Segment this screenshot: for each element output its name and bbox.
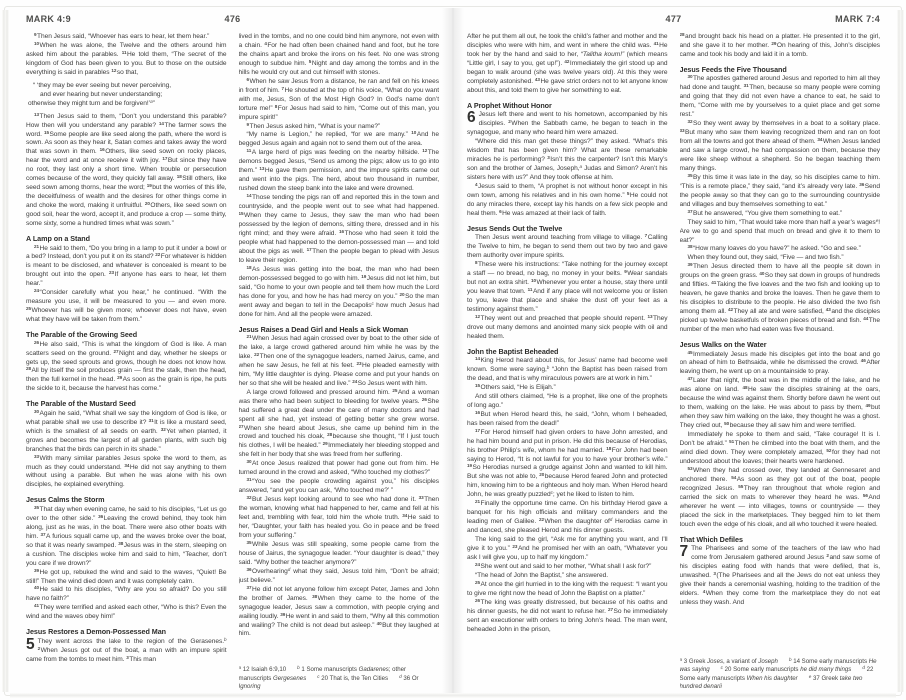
verse-number: 9 <box>34 33 37 37</box>
chapter-number: 7 <box>679 543 689 561</box>
verse-number: 5 <box>626 190 630 196</box>
chapter-opening-paragraph: 5 They went across the lake to the region of the Gerasenes.$^b$ $^2$When Jesus got out of the boat, a man with an impure spirit came from the tombs to meet him. $^3$This man <box>26 635 227 663</box>
verse-number: 27 <box>238 423 244 429</box>
section-heading: The Parable of the Mustard Seed <box>26 399 136 409</box>
verse-number: 25 <box>392 387 398 393</box>
verse-number: 48 <box>742 385 748 391</box>
verse-number: 2 <box>826 553 829 559</box>
chapter-opening-paragraph: 7 The Pharisees and some of the teachers of the law who had come from Jerusalem gathered around Jesus $^2$and saw some of his disciples eating food with hands that were defiled, that is, unwashed. $^3$(The Pharisees and all the Jews do not eat unless they give their hands a ceremonial washing, holding to the tradition of the elders. $^4$When they come from the marketplace they do not eat unless they wash. And <box>679 543 880 606</box>
section-heading: Jesus Raises a Dead Girl and Heals a Sick Woman <box>238 324 409 334</box>
verse-number: 38 <box>687 244 693 250</box>
verse-number: 34 <box>817 137 823 143</box>
running-head-reference-right: MARK 7:4 <box>835 14 880 24</box>
verse-number: 8 <box>274 103 278 109</box>
verse-paragraph: $^{30}$Again he said, “What shall we say the kingdom of God is like, or what parable shall we use to describe it? $^{31}$It is like a mustard seed, which is the smallest of all seeds on earth. $^{32}$Yet when planted, it grows and becomes the largest of all garden plants, with such big branches that the birds can perch in its shade.” <box>26 408 227 453</box>
column <box>467 33 668 692</box>
verse-number: 24 <box>34 288 40 294</box>
verse-paragraph: $^{11}$A large herd of pigs was feeding on the nearby hillside. $^{12}$The demons begged Jesus, “Send us among the pigs; allow us to go into them.” $^{13}$He gave them permission, and the impure spirits came out and went into the pigs. The herd, about two thousand in number, rushed down the steep bank into the lake and were drowned. <box>238 148 439 193</box>
verse-number: 3 <box>126 654 129 660</box>
verse-number: 16 <box>99 147 105 153</box>
verse-number: 17 <box>475 427 481 433</box>
verse-number: 19 <box>146 183 152 189</box>
verse-paragraph: $^4$Jesus said to them, “A prophet is not without honor except in his own town, among his relatives and in his own home.” $^5$He could not do any miracles there, except lay his hands on a few sick people and heal them. $^6$He was amazed at their lack of faith. <box>467 181 668 217</box>
column <box>26 33 227 692</box>
verse-number: 15 <box>475 382 481 388</box>
verse-number: 30 <box>246 459 252 465</box>
footnote-marker: c <box>371 300 374 306</box>
verse-paragraph: $^{21}$Finally the opportune time came. On his birthday Herod gave a banquet for his high officials and military commanders and the leading men of Galilee. $^{22}$When the daughter of$^d$ Herodias came in and danced, she pleased Herod and his dinner guests. <box>467 499 668 535</box>
verse-number: 31 <box>743 83 749 89</box>
verse-number: 24 <box>352 378 358 384</box>
verse-paragraph: $^{17}$For Herod himself had given orders to have John arrested, and he had him bound and put in prison. He did this because of Herodias, his brother Philip’s wife, whom he had married. $^{18}$For John had been saying to Herod, “It is not lawful for you to have your brother’s wife.” $^{19}$So Herodias nursed a grudge against John and wanted to kill him. But she was not able to, $^{20}$because Herod feared John and protected him, knowing him to be a righteous and holy man. When Herod heard John, he was greatly puzzled$^c$; yet he liked to listen to him. <box>467 427 668 499</box>
verse-paragraph: lived in the tombs, and no one could bind him anymore, not even with a chain. $^4$For he had often been chained hand and foot, but he tore the chains apart and broke the irons on his feet. No one was strong enough to subdue him. $^5$Night and day among the tombs and in the hills he would cry out and cut himself with stones. <box>238 33 439 76</box>
verse-number: 21 <box>246 334 252 339</box>
poetry-line: otherwise they might turn and be forgiven!’$^a$” <box>28 98 155 107</box>
footnote-marker: b <box>788 656 792 662</box>
verse-number: 18 <box>246 264 252 270</box>
verse-number: 24 <box>475 561 481 567</box>
verse-number: 13 <box>647 313 653 319</box>
verse-paragraph: Then Jesus went around teaching from village to village. $^7$Calling the Twelve to him, he began to send them out two by two and gave them authority over impure spirits. <box>467 233 668 260</box>
verse-number: 29 <box>322 441 328 447</box>
footnote-marker: a <box>238 665 242 671</box>
verse-number: 41 <box>653 40 659 46</box>
verse-paragraph: $^6$When he saw Jesus from a distance, he ran and fell on his knees in front of him. $^7$He shouted at the top of his voice, “What do you want with me, Jesus, Son of the Most High God? In God’s name don’t torture me!” $^8$For Jesus had said to him, “Come out of this man, you impure spirit!” <box>238 76 439 121</box>
verse-paragraph: $^{14}$Those tending the pigs ran off and reported this in the town and countryside, and the people went out to see what had happened. $^{15}$When they came to Jesus, they saw the man who had been possessed by the legion of demons, sitting there, dressed and in his right mind; and they were afraid. $^{16}$Those who had seen it told the people what had happened to the demon-possessed man — and told about the pigs as well. $^{17}$Then the people began to plead with Jesus to leave their region. <box>238 193 439 264</box>
footnote-item: $^b$ 1 Some manuscripts Gadarenes; other manuscripts Gergesenes <box>238 665 407 682</box>
verse-number: 3 <box>713 570 716 576</box>
verse-paragraph: $^{28}$and brought back his head on a platter. He presented it to the girl, and she gave it to her mother. $^{29}$On hearing of this, John’s disciples came and took his body and laid it in a tomb. <box>679 33 880 58</box>
verse-number: 39 <box>34 567 40 573</box>
verse-paragraph: $^{24}$She went out and said to her mother, “What shall I ask for?” <box>475 561 652 570</box>
verse-number: 28 <box>327 432 333 438</box>
verse-number: 32 <box>160 426 166 432</box>
verse-number: 12 <box>422 148 428 154</box>
footnote-marker: a <box>679 656 683 662</box>
verse-number: 22 <box>254 351 260 357</box>
verse-number: 52 <box>826 447 832 453</box>
verse-number: 26 <box>421 396 427 402</box>
verse-number: 21 <box>34 243 40 249</box>
verse-number: 29 <box>117 375 123 381</box>
verse-number: 36 <box>859 181 865 187</box>
verse-number: 54 <box>731 474 737 480</box>
verse-number: 22 <box>538 517 544 523</box>
verse-number: 6 <box>499 208 502 214</box>
columns-left-page <box>26 33 439 692</box>
page-right <box>453 10 896 694</box>
verse-number: 38 <box>118 540 124 546</box>
verse-number: 40 <box>759 271 765 277</box>
poetry-quote <box>26 82 227 109</box>
section-heading: Jesus Restores a Demon-Possessed Man <box>26 627 167 637</box>
verse-number: 20 <box>144 201 150 207</box>
verse-number: 50 <box>724 421 730 427</box>
verse-number: 11 <box>527 286 533 292</box>
section-heading: A Lamp on a Stand <box>26 234 90 244</box>
footnote-marker: b <box>223 636 227 642</box>
verse-paragraph: $^{21}$When Jesus had again crossed over by boat to the other side of the lake, a large crowd gathered around him while he was by the lake. $^{22}$Then one of the synagogue leaders, named Jairus, came, and when he saw Jesus, he fell at his feet. $^{23}$He pleaded earnestly with him, “My little daughter is dying. Please come and put your hands on her so that she will be healed and live.” $^{24}$So Jesus went with him. <box>238 334 439 387</box>
section-heading: Jesus Calms the Storm <box>26 495 105 505</box>
footnote-marker: d <box>862 665 865 671</box>
verse-number: 20 <box>539 472 545 478</box>
verse-number: 56 <box>862 492 868 498</box>
verse-paragraph: $^{32}$So they went away by themselves in a boat to a solitary place. $^{33}$But many who saw them leaving recognized them and ran on foot from all the towns and got there ahead of them. $^{34}$When Jesus landed and saw a large crowd, he had compassion on them, because they were like sheep without a shepherd. So he began teaching them many things. <box>679 119 880 172</box>
verse-number: 51 <box>729 439 735 445</box>
verse-number: 26 <box>34 339 40 345</box>
verse-number: 32 <box>246 495 252 501</box>
verse-number: 9 <box>246 121 250 127</box>
footnote-marker: d <box>287 566 291 572</box>
footnote-marker: d <box>609 517 613 523</box>
section-heading: Jesus Feeds the Five Thousand <box>679 64 787 74</box>
verse-number: 15 <box>238 211 244 217</box>
footnote-marker: e <box>875 217 879 223</box>
section-heading: Jesus Walks on the Water <box>679 340 767 349</box>
verse-number: 39 <box>687 262 693 268</box>
verse-number: 55 <box>738 483 744 489</box>
verse-paragraph: $^{25}$At once the girl hurried in to the king with the request: “I want you to give me right now the head of John the Baptist on a platter.” <box>467 579 668 597</box>
verse-paragraph: $^{39}$He got up, rebuked the wind and said to the waves, “Quiet! Be still!” Then the wind died down and it was completely calm. <box>26 567 227 585</box>
verse-number: 40 <box>376 620 382 626</box>
verse-number: 25 <box>26 306 32 312</box>
footnote-item: $^a$ 12 Isaiah 6:9,10 <box>238 665 287 674</box>
verse-number: 53 <box>687 465 693 471</box>
verse-number: 12 <box>475 313 481 319</box>
verse-number: 47 <box>687 376 693 382</box>
verse-paragraph: $^{47}$Later that night, the boat was in the middle of the lake, and he was alone on land. $^{48}$He saw the disciples straining at the oars, because the wind was against them. Shortly before dawn he went out to them, walking on the lake. He was about to pass by them, $^{49}$but when they saw him walking on the lake, they thought he was a ghost. They cried out, $^{50}$because they all saw him and were terrified. <box>679 376 880 430</box>
section-heading: The Parable of the Growing Seed <box>26 330 138 340</box>
verse-number: 31 <box>148 417 154 423</box>
footnotes-block <box>239 659 440 692</box>
verse-paragraph: $^{24}$“Consider carefully what you hear,” he continued. “With the measure you use, it will be measured to you — and even more. $^{25}$Whoever has will be given more; whoever does not have, even what they have will be taken from them.” <box>26 288 227 324</box>
footnote-marker: c <box>550 490 553 496</box>
section-heading: A Prophet Without Honor <box>467 100 552 110</box>
verse-paragraph: Immediately he spoke to them and said, “Take courage! It is I. Don’t be afraid.” $^{51}$Then he climbed into the boat with them, and the wind died down. They were completely amazed, $^{52}$for they had not understood about the loaves; their hearts were hardened. <box>679 431 880 465</box>
verse-number: 46 <box>860 358 866 364</box>
verse-number: 7 <box>281 85 285 91</box>
section-heading: John the Baptist Beheaded <box>467 346 559 356</box>
verse-number: 37 <box>246 584 252 590</box>
verse-number: 37 <box>40 531 46 537</box>
verse-number: 11 <box>121 49 127 55</box>
verse-paragraph: $^{26}$He also said, “This is what the kingdom of God is like. A man scatters seed on the ground. $^{27}$Night and day, whether he sleeps or gets up, the seed sprouts and grows, though he does not know how. $^{28}$All by itself the soil produces grain — first the stalk, then the head, then the full kernel in the head. $^{29}$As soon as the grain is ripe, he puts the sickle to it, because the harvest has come.” <box>26 339 227 393</box>
verse-number: 14 <box>246 193 252 199</box>
verse-number: 14 <box>158 120 164 126</box>
verse-paragraph: $^{35}$While Jesus was still speaking, some people came from the house of Jairus, the synagogue leader. “Your daughter is dead,” they said. “Why bother the teacher anymore?” <box>238 539 439 566</box>
page-header-left <box>26 14 439 27</box>
verse-paragraph: $^{21}$He said to them, “Do you bring in a lamp to put it under a bowl or a bed? Instead, don’t you put it on its stand? $^{22}$For whatever is hidden is meant to be disclosed, and whatever is concealed is meant to be brought out into the open. $^{23}$If anyone has ears to hear, let them hear.” <box>26 243 227 288</box>
verse-number: 13 <box>34 111 40 117</box>
verse-number: 42 <box>728 307 734 313</box>
footnote-item: $^b$ 14 Some early manuscripts He was saying <box>679 656 877 674</box>
footnote-marker: e <box>808 673 812 679</box>
verse-number: 34 <box>124 462 130 468</box>
verse-number: 19 <box>467 463 473 469</box>
verse-paragraph: $^{26}$The king was greatly distressed, but because of his oaths and his dinner guests, he did not want to refuse her. $^{27}$So he immediately sent an executioner with orders to bring John’s head. The man went, beheaded John in the prison, <box>467 597 668 633</box>
verse-number: 23 <box>512 544 518 550</box>
section-heading: Jesus Sends Out the Twelve <box>467 223 563 233</box>
verse-paragraph: “Where did this man get these things?” they asked. “What’s this wisdom that has been given him? What are these remarkable miracles he is performing? $^3$Isn’t this the carpenter? Isn’t this Mary’s son and the brother of James, Joseph,$^a$ Judas and Simon? Aren’t his sisters here with us?” And they took offense at him. <box>467 138 668 181</box>
column <box>239 33 440 692</box>
page-number-left: 476 <box>224 14 241 24</box>
verse-number: 4 <box>475 181 478 187</box>
verse-number: 44 <box>863 316 869 322</box>
verse-paragraph: $^{37}$He did not let anyone follow him except Peter, James and John the brother of James. $^{38}$When they came to the home of the synagogue leader, Jesus saw a commotion, with people crying and wailing loudly. $^{39}$He went in and said to them, “Why all this commotion and wailing? The child is not dead but asleep.” $^{40}$But they laughed at him. <box>238 584 439 638</box>
footnote-item: $^c$ 20 Some early manuscripts he did many things <box>720 665 852 674</box>
verse-number: 15 <box>43 129 49 135</box>
verse-paragraph: $^{37}$But he answered, “You give them something to eat.” <box>687 208 843 217</box>
verse-number: 18 <box>176 174 182 180</box>
verse-number: 16 <box>475 409 481 415</box>
verse-paragraph: $^{18}$As Jesus was getting into the boat, the man who had been demon-possessed begged to go with him. $^{19}$Jesus did not let him, but said, “Go home to your own people and tell them how much the Lord has done for you, and how he has had mercy on you.” $^{20}$So the man went away and began to tell in the Decapolis$^c$ how much Jesus had done for him. And all the people were amazed. <box>238 264 439 318</box>
verse-paragraph: $^{31}$“You see the people crowding against you,” his disciples answered, “and yet you can ask, ‘Who touched me?’ ” <box>238 477 439 495</box>
verse-number: 42 <box>564 58 570 64</box>
footnote-marker: b <box>297 665 300 671</box>
page-number-right: 477 <box>665 14 682 24</box>
verse-paragraph: The king said to the girl, “Ask me for anything you want, and I’ll give it to you.” $^{23}$And he promised her with an oath, “Whatever you ask I will give you, up to half my kingdom.” <box>467 536 668 562</box>
columns-right-page <box>467 33 880 692</box>
footnote-item: $^c$ 20 That is, the Ten Cities <box>317 673 389 682</box>
footnotes-block <box>680 651 881 692</box>
verse-number: 18 <box>606 445 612 451</box>
verse-number: 9 <box>624 268 627 274</box>
verse-number: 4 <box>702 588 706 594</box>
verse-number: 35 <box>246 539 252 545</box>
verse-number: 22 <box>155 252 161 258</box>
running-head-reference-left: MARK 4:9 <box>26 14 71 24</box>
verse-number: 10 <box>34 40 40 46</box>
footnote-marker: c <box>317 673 320 679</box>
verse-number: 4 <box>264 40 267 46</box>
verse-number: 2 <box>37 645 41 651</box>
verse-number: 23 <box>109 270 115 276</box>
verse-number: 33 <box>34 453 40 459</box>
verse-number: 32 <box>687 119 693 125</box>
page-header-right <box>467 14 880 27</box>
verse-paragraph: $^{45}$Immediately Jesus made his disciples get into the boat and go on ahead of him to Bethsaida, while he dismissed the crowd. $^{46}$After leaving them, he went up on a mountainside to pray. <box>679 349 880 376</box>
verse-paragraph: “My name is Legion,” he replied, “for we are many.” $^{10}$And he begged Jesus again and again not to send them out of the area. <box>238 130 439 148</box>
footnote-marker: c <box>720 665 723 671</box>
verse-paragraph: $^{35}$By this time it was late in the day, so his disciples came to him. “This is a remote place,” they said, “and it’s already very late. $^{36}$Send the people away so that they can go to the surrounding countryside and villages and buy themselves something to eat.” <box>679 172 880 208</box>
verse-paragraph: $^{53}$When they had crossed over, they landed at Gennesaret and anchored there. $^{54}$As soon as they got out of the boat, people recognized Jesus. $^{55}$They ran throughout that whole region and carried the sick on mats to wherever they heard he was. $^{56}$And wherever he went — into villages, towns or countryside — they placed the sick in the marketplaces. They begged him to let them touch even the edge of his cloak, and all who touched it were healed. <box>679 465 880 528</box>
footnote-item: $^e$ 37 Greek take two hundred denarii <box>679 673 863 691</box>
verse-paragraph: $^{30}$The apostles gathered around Jesus and reported to him all they had done and taught. $^{31}$Then, because so many people were coming and going that they did not even have a chance to eat, he said to them, “Come with me by yourselves to a quiet place and get some rest.” <box>679 74 880 119</box>
verse-number: 45 <box>687 349 693 355</box>
verse-paragraph: $^{30}$At once Jesus realized that power had gone out from him. He turned around in the crowd and asked, “Who touched my clothes?” <box>238 459 439 477</box>
verse-paragraph: $^8$These were his instructions: “Take nothing for the journey except a staff — no bread, no bag, no money in your belts. $^9$Wear sandals but not an extra shirt. $^{10}$Whenever you enter a house, stay there until you leave that town. $^{11}$And if any place will not welcome you or listen to you, leave that place and shake the dust off your feet as a testimony against them.” <box>467 259 668 313</box>
verse-number: 29 <box>771 40 777 46</box>
verse-number: 49 <box>865 403 871 409</box>
verse-number: 12 <box>111 67 117 73</box>
verse-number: 36 <box>98 513 104 519</box>
verse-number: 28 <box>26 366 32 372</box>
section-heading: That Which Defiles <box>679 534 743 544</box>
verse-number: 3 <box>547 154 550 160</box>
verse-number: 35 <box>687 172 693 178</box>
verse-paragraph: $^{10}$When he was alone, the Twelve and the others around him asked him about the parables. $^{11}$He told them, “The secret of the kingdom of God has been given to you. But to those on the outside everything is said in parables $^{12}$so that, <box>26 40 227 76</box>
verse-number: 33 <box>679 128 685 134</box>
verse-paragraph: When they found out, they said, “Five — and two fish.” <box>687 254 844 262</box>
verse-number: 43 <box>534 76 540 82</box>
verse-paragraph: A large crowd followed and pressed around him. $^{25}$And a woman was there who had been subject to bleeding for twelve years. $^{26}$She had suffered a great deal under the care of many doctors and had spent all she had, yet instead of getting better she grew worse. $^{27}$When she heard about Jesus, she came up behind him in the crowd and touched his cloak, $^{28}$because she thought, “If I just touch his clothes, I will be healed.” $^{29}$Immediately her bleeding stopped and she felt in her body that she was freed from her suffering. <box>238 387 439 459</box>
verse-number: 19 <box>361 273 367 279</box>
footnote-marker: d <box>399 673 402 679</box>
poetry-line: “ ‘they may be ever seeing but never perceiving, <box>33 81 171 89</box>
verse-number: 35 <box>34 504 40 510</box>
verse-paragraph: $^{15}$Others said, “He is Elijah.” <box>475 382 556 391</box>
verse-paragraph: $^{32}$But Jesus kept looking around to see who had done it. $^{33}$Then the woman, knowing what had happened to her, came and fell at his feet and, trembling with fear, told him the whole truth. $^{34}$He said to her, “Daughter, your faith has healed you. Go in peace and be freed from your suffering.” <box>238 495 439 539</box>
poetry-line: and ever hearing but never understanding; <box>40 90 163 98</box>
verse-number: 17 <box>306 246 312 252</box>
verse-paragraph: $^{12}$They went out and preached that people should repent. $^{13}$They drove out many demons and anointed many sick people with oil and healed them. <box>467 313 668 340</box>
verse-number: 41 <box>34 603 40 609</box>
verse-paragraph: $^{41}$They were terrified and asked each other, “Who is this? Even the wind and the waves obey him!” <box>26 603 227 621</box>
footnote-marker: b <box>546 365 550 370</box>
verse-paragraph: $^{36}$Overhearing$^d$ what they said, Jesus told him, “Don’t be afraid; just believe.” <box>238 566 439 584</box>
verse-paragraph: $^{14}$King Herod heard about this, for Jesus’ name had become well known. Some were saying,$^b$ “John the Baptist has been raised from the dead, and that is why miraculous powers are at work in him.” <box>467 356 668 382</box>
verse-paragraph: $^9$Then Jesus asked him, “What is your name?” <box>246 121 381 130</box>
verse-number: 43 <box>825 307 831 313</box>
column <box>680 33 881 692</box>
verse-number: 20 <box>399 291 405 297</box>
verse-number: 28 <box>679 33 685 37</box>
verse-paragraph: $^{35}$That day when evening came, he said to his disciples, “Let us go over to the other side.” $^{36}$Leaving the crowd behind, they took him along, just as he was, in the boat. There were also other boats with him. $^{37}$A furious squall came up, and the waves broke over the boat, so that it was nearly swamped. $^{38}$Jesus was in the stern, sleeping on a cushion. The disciples woke him and said to him, “Teacher, don’t you care if we drown?” <box>26 504 227 567</box>
chapter-opening-paragraph: 6 Jesus left there and went to his hometown, accompanied by his disciples. $^2$When the Sabbath came, he began to teach in the synagogue, and many who heard him were amazed. <box>467 109 668 137</box>
verse-number: 8 <box>475 259 478 265</box>
verse-number: 38 <box>312 593 318 599</box>
verse-paragraph: $^{16}$But when Herod heard this, he said, “John, whom I beheaded, has been raised from the dead!” <box>467 409 668 427</box>
chapter-number: 6 <box>467 109 476 127</box>
verse-number: 21 <box>475 499 481 505</box>
footnote-item: $^a$ 3 Greek Joses, a variant of Joseph <box>679 656 778 665</box>
verse-number: 30 <box>34 408 40 414</box>
verse-paragraph: $^{13}$Then Jesus said to them, “Don’t you understand this parable? How then will you understand any parable? $^{14}$The farmer sows the word. $^{15}$Some people are like seed along the path, where the word is sown. As soon as they hear it, Satan comes and takes away the word that was sown in them. $^{16}$Others, like seed sown on rocky places, hear the word and at once receive it with joy. $^{17}$But since they have no root, they last only a short time. When trouble or persecution comes because of the word, they quickly fall away. $^{18}$Still others, like seed sown among thorns, hear the word; $^{19}$but the worries of this life, the deceitfulness of wealth and the desires for other things come in and choke the word, making it unfruitful. $^{20}$Others, like seed sown on good soil, hear the word, accept it, and produce a crop — some thirty, some sixty, some a hundred times what was sown.” <box>26 111 227 228</box>
verse-number: 10 <box>530 277 536 283</box>
chapter-number: 5 <box>26 635 35 653</box>
verse-number: 17 <box>162 156 168 162</box>
footnote-marker: a <box>150 98 153 104</box>
verse-paragraph: $^{38}$“How many loaves do you have?” he asked. “Go and see.” <box>687 244 861 253</box>
verse-number: 7 <box>644 233 648 239</box>
verse-paragraph: $^{40}$He said to his disciples, “Why are you so afraid? Do you still have no faith?” <box>26 585 227 603</box>
footnote-item: $^d$ 22 Some early manuscripts When his daughter <box>679 665 874 682</box>
verse-paragraph: After he put them all out, he took the child’s father and mother and the disciples who were with him, and went in where the child was. $^{41}$He took her by the hand and said to her, “Talitha koum!” (which means “Little girl, I say to you, get up!”). $^{42}$Immediately the girl stood up and began to walk around (she was twelve years old). At this they were completely astonished. $^{43}$He gave strict orders not to let anyone know about this, and told them to give her something to eat. <box>467 33 668 94</box>
verse-paragraph: $^{39}$Then Jesus directed them to have all the people sit down in groups on the green grass. $^{40}$So they sat down in groups of hundreds and fifties. $^{41}$Taking the five loaves and the two fish and looking up to heaven, he gave thanks and broke the loaves. Then he gave them to his disciples to distribute to the people. He also divided the two fish among them all. $^{42}$They all ate and were satisfied, $^{43}$and the disciples picked up twelve basketfuls of broken pieces of bread and fish. $^{44}$The number of the men who had eaten was five thousand. <box>679 262 880 334</box>
verse-number: 2 <box>508 119 511 125</box>
verse-number: 26 <box>475 597 481 603</box>
verse-number: 34 <box>402 513 408 519</box>
verse-number: 5 <box>308 58 312 64</box>
verse-number: 6 <box>246 76 250 82</box>
verse-number: 13 <box>259 166 265 172</box>
verse-paragraph: “The head of John the Baptist,” she answered. <box>475 571 609 579</box>
verse-paragraph: $^9$Then Jesus said, “Whoever has ears to hear, let them hear.” <box>34 33 210 40</box>
verse-number: 27 <box>113 348 119 354</box>
verse-number: 36 <box>246 566 252 572</box>
verse-paragraph: They said to him, “That would take more than half a year’s wages$^e$! Are we to go and spend that much on bread and give it to them to eat?” <box>679 217 880 244</box>
verse-number: 23 <box>356 360 362 366</box>
verse-paragraph: $^{33}$With many similar parables Jesus spoke the word to them, as much as they could understand. $^{34}$He did not say anything to them without using a parable. But when he was alone with his own disciples, he explained everything. <box>26 453 227 489</box>
verse-number: 30 <box>687 74 693 80</box>
verse-number: 40 <box>34 585 40 591</box>
verse-number: 37 <box>687 208 693 214</box>
verse-number: 31 <box>246 477 252 483</box>
verse-paragraph: And still others claimed, “He is a prophet, like one of the prophets of long ago.” <box>467 392 668 409</box>
verse-number: 25 <box>475 579 481 585</box>
verse-number: 41 <box>711 280 717 286</box>
verse-number: 16 <box>339 228 345 234</box>
verse-number: 14 <box>475 356 481 362</box>
verse-number: 33 <box>418 495 424 501</box>
verse-number: 11 <box>246 148 252 154</box>
footnote-item: $^d$ 36 Or Ignoring <box>238 673 419 691</box>
footnote-marker: a <box>579 163 582 169</box>
verse-number: 10 <box>411 130 417 136</box>
verse-number: 27 <box>607 606 613 612</box>
page-left <box>10 10 453 694</box>
verse-number: 39 <box>280 611 286 617</box>
